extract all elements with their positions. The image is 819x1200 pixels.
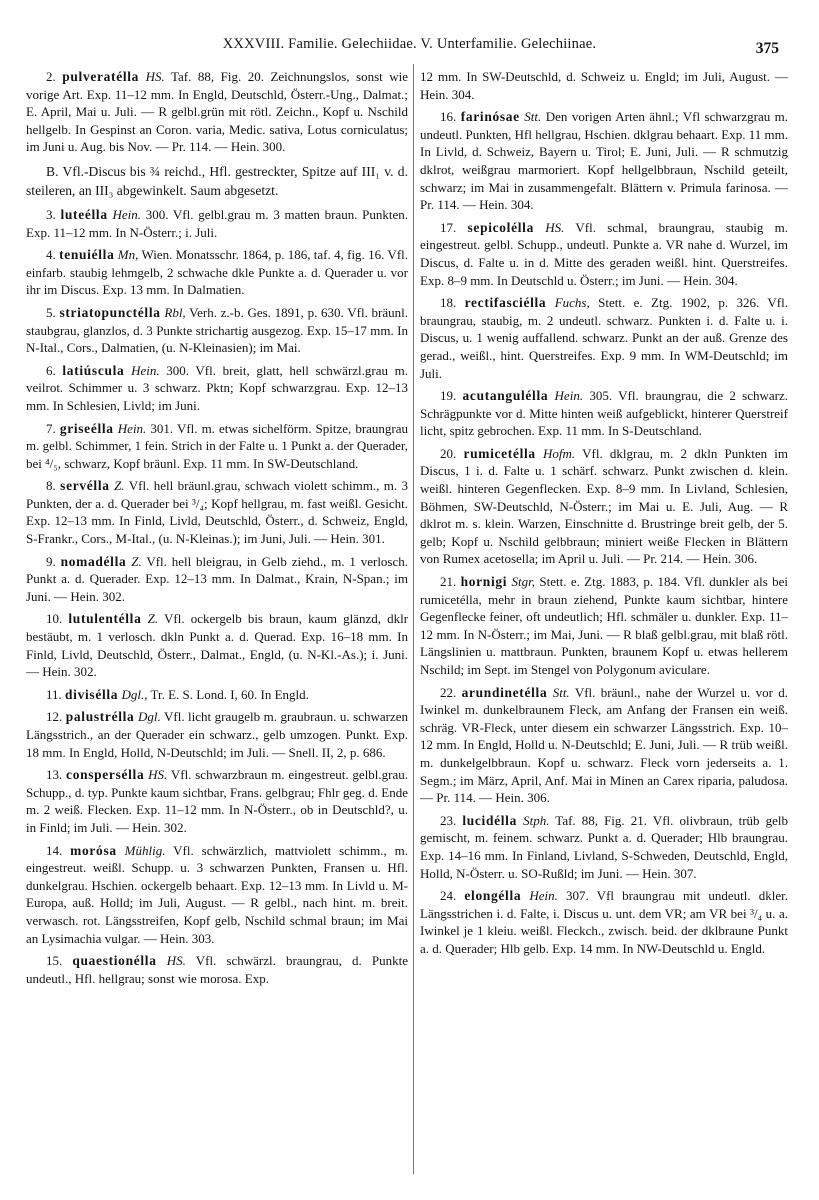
species-entry	[26, 246, 408, 299]
species-entry	[26, 952, 408, 987]
species-entry	[26, 553, 408, 606]
entry-number: 4.	[46, 247, 56, 263]
species-name: arundinetélla	[461, 684, 548, 700]
species-author: Dgl.,	[121, 686, 148, 702]
species-name: quaestionélla	[72, 953, 157, 969]
species-entry	[26, 206, 408, 241]
entry-number: 11.	[46, 686, 62, 702]
entry-text: 300. Vfl. gelbl.grau m. 3 matten braun. Punkten. Exp. 11–12 mm. In N-Österr.; i. Juli.	[26, 206, 408, 240]
species-author: HS.	[166, 953, 186, 969]
section-text: B. Vfl.-Discus bis ¾ reichd., Hfl. gestreckter, Spitze auf III₁ v. d. steileren, an III₃ abgewinkelt. Saum abgesetzt.	[26, 163, 408, 198]
entry-text: 301. Vfl. m. etwas sichelförm. Spitze, braungrau m. gelbl. Schimmer, 1 fein. Strich in der Falte u. 1 Punkt a. der Querader, bei ⁴/₅, schwarz, Kopf bräunl. Exp. 11 mm. In SW-Deutschland.	[26, 420, 408, 471]
entry-text: Vfl. schmal, braungrau, staubig m. eingestreut. gelbl. Schupp., undeutl. Punkte a. VR nahe d. Wurzel, im Discus, d. Falte u. in d. Mitte des geraden weißl. hint. Querstreifes. Exp. 8–9 mm. In Deutschld u. Österr.; im Juni. — Hein. 304.	[420, 219, 788, 288]
species-author: HS.	[145, 69, 165, 84]
species-author: HS.	[545, 219, 565, 235]
species-name: servélla	[60, 478, 110, 494]
species-author: Stt.	[524, 109, 542, 125]
species-name: hornigi	[460, 574, 508, 590]
species-entry	[420, 573, 788, 679]
entry-number: 14.	[46, 842, 63, 858]
species-author: Hein.	[554, 388, 584, 404]
species-author: HS.	[148, 767, 168, 783]
species-entry	[420, 445, 788, 568]
entry-number: 17.	[440, 219, 457, 235]
species-entry	[420, 887, 788, 957]
species-entry	[26, 477, 408, 547]
species-author: Hein.	[117, 420, 147, 436]
section-heading	[26, 162, 408, 200]
entry-number: 10.	[46, 611, 63, 627]
species-name: rectifasciélla	[464, 295, 547, 311]
entry-text: Taf. 88, Fig. 21. Vfl. olivbraun, trüb gelb gemischt, m. feinem. schwarz. Punkt a. d. Querader; Hlb braungrau. Exp. 14–16 mm. In Finland, Livland, S-Schweden, Deutschld, Engld, Holld, N-Österr. u. SO-Rußld; im Juni. — Hein. 307.	[420, 812, 788, 881]
species-name: lutulentélla	[68, 611, 142, 627]
species-entry	[26, 420, 408, 473]
species-author: Hein.	[112, 206, 141, 222]
species-author: Z.	[147, 611, 159, 627]
species-name: lucidélla	[462, 812, 517, 828]
species-author: Stph.	[523, 812, 550, 828]
species-entry	[26, 362, 408, 415]
entry-number: 15.	[46, 953, 63, 969]
entry-number: 9.	[46, 553, 56, 569]
entry-number: 20.	[440, 445, 457, 461]
entry-number: 6.	[46, 362, 56, 378]
species-author: Fuchs,	[554, 295, 590, 311]
species-author: Mühlig.	[124, 842, 166, 858]
entry-text: 307. Vfl braungrau mit undeutl. dkler. Längsstrichen i. d. Falte, i. Discus u. unt. dem VR; am VR bei ³/₄ u. a. Iwinkel je 1 kleiu. weißl. Fleckch., zwisch. beid. der dklbraune Punkt a. d. Querader; Hlb gelb. Exp. 14 mm. In NW-Deutschld u. Engld.	[420, 888, 788, 956]
species-name: latiúscula	[62, 362, 125, 378]
species-name: nomadélla	[60, 553, 127, 569]
entry-text: Tr. E. S. Lond. I, 60. In Engld.	[150, 686, 309, 702]
entry-number: 7.	[46, 420, 56, 436]
species-author: Stt.	[552, 684, 570, 700]
page-header	[0, 34, 819, 60]
entry-text: Vfl. schwärzlich, mattviolett schimm., m. eingestreut. weißl. Schupp. u. 3 schwarzen Punkten, Fransen u. Hfl. dunkelgrau. Hschien. ockergelb behaart. Exp. 12–13 mm. In Livld u. M-Europa, auß. Holld; im Juli, August. — R gelbl., nach hint. m. breit. verwasch. rot. Längsstreifen, Kopf gelb, Nschild schmal braun; im Mai an Lysimachia vulgar. — Hein. 303.	[26, 842, 408, 946]
entry-text: Taf. 88, Fig. 20. Zeichnungslos, sonst wie vorige Art. Exp. 11–12 mm. In Engld, Deutschld, Österr.-Ung., Dalmat.; E. April, Mai u. Juli. — R gelbl.grün mit rötl. Zeichn., Kopf u. Nschild hellgelb. In Gespinst an Coron. varia, Medic. sativa, Lotus corniculatus; im Juni u. Aug. bis Nov. — Pr. 114. — Hein. 300.	[26, 69, 408, 155]
species-entry	[420, 812, 788, 882]
species-author: Dgl.	[137, 709, 161, 725]
entry-text: Vfl. hell bräunl.grau, schwach violett schimm., m. 3 Punkten, der a. d. Querader bei ³/₄; Kopf hellgrau, m. fast weißl. Gesicht. Exp. 12–13 mm. In Finld, Livld, Deutschld, Österr., d. Schweiz, Engld, S-Frankr., Cors., M-Ital., (u. N-Kleinas.); im Juni, Juli. — Hein. 301.	[26, 478, 408, 547]
species-author: Z.	[131, 553, 142, 569]
entry-continuation	[420, 68, 788, 103]
entry-text: Vfl. schwarzbraun m. eingestreut. gelbl.grau. Schupp., d. typ. Punkte kaum sichtbar, Frans. gelbgrau; Fhlr geg. d. Ende m. 2 weiß. Flecken. Exp. 11–12 mm. In N-Österr., ob in Deutschld?, u. in Finld; im Juli. — Hein. 302.	[26, 767, 408, 835]
species-name: tenuiélla	[59, 247, 115, 263]
entry-text: Den vorigen Arten ähnl.; Vfl schwarzgrau m. undeutl. Punkten, Hfl hellgrau, Hschien. dklgrau behaart. Exp. 11 mm. In Livld, d. Schweiz, Bayern u. Tirol; E. Juni, Juli. — R schmutzig dklrot, weißgrau marmoriert. Kopf hellgelbbraun, Nschild geteilt, schwarz; im Mai in zusammengefalt. Blättern v. Primula farinosa. — Pr. 114. — Hein. 304.	[420, 109, 788, 213]
species-entry	[420, 219, 788, 289]
entry-number: 5.	[46, 304, 56, 320]
entry-number: 12.	[46, 709, 63, 725]
species-author: Mn,	[117, 247, 139, 263]
species-name: consperséllа	[66, 767, 145, 783]
species-name: pulveratélla	[62, 69, 140, 84]
entry-text: Wien. Monatsschr. 1864, p. 186, taf. 4, fig. 16. Vfl. einfarb. staubig lehmgelb, 2 schwache dkle Punkte a. d. Querader u. vor ihr im Discus. Exp. 13 mm. In Dalmatien.	[26, 247, 408, 298]
species-name: lutеélla	[60, 206, 108, 222]
entry-number: 3.	[46, 206, 56, 222]
left-column	[26, 68, 408, 1178]
species-entry	[26, 766, 408, 836]
species-author: Hein.	[131, 362, 160, 378]
species-entry	[26, 304, 408, 357]
species-author: Rbl,	[164, 304, 186, 320]
entry-number: 19.	[440, 388, 457, 404]
entry-text: Vfl. licht graugelb m. graubraun. u. schwarzen Längsstrich., an der Querader ein schwarz., gelb umzogen. Punkt. Exp. 18 mm. In Engld, Holld, N-Deutschld; im Juli. — Snell. II, 2, p. 686.	[26, 709, 408, 760]
species-entry	[26, 68, 408, 156]
entry-number: 18.	[440, 295, 457, 311]
column-divider	[413, 64, 414, 1174]
entry-number: 21.	[440, 574, 457, 590]
entry-text: Vfl. bräunl., nahe der Wurzel u. vor d. Iwinkel m. dunkelbraunem Fleck, am Anfang der Fransen ein weiß. schräg. VR-Fleck, unter diesem ein schwarzer Längsstrich. Exp. 10–12 mm. In Engld, Holld u. N-Deutschld; E. Juni, Juli. — R trüb weißl. m. dunkelgelbbraun. Kopf u. schwarz. Fleck vorn jederseits a. 1. Segm.; im März, April, Anf. Mai in Minen an Carex riparia, paludosa. — Pr. 114. — Hein. 306.	[420, 684, 788, 806]
species-entry	[420, 387, 788, 440]
entry-number: 13.	[46, 767, 63, 783]
species-name: striatopunctélla	[59, 304, 161, 320]
species-name: morósa	[70, 842, 117, 858]
species-name: diviséllа	[65, 686, 119, 702]
entry-text: Verh. z.-b. Ges. 1891, p. 630. Vfl. bräunl. staubgrau, glanzlos, d. 3 Punkte strichartig ausgezog. Exp. 15–17 mm. In N-Ital., Cors., Dalmatien, (u. N-Kleinasien); im Mai.	[26, 304, 408, 356]
species-name: farinósae	[460, 109, 520, 125]
entry-number: 8.	[46, 478, 56, 494]
entry-text: Stett. e. Ztg. 1883, p. 184. Vfl. dunkler als bei rumicetélla, mehr in braun ziehend, Punkte kaum sichtbar, hintere Gegenflecke feiner, oft undeutlich; Hfl. schmäler u. dunkler. Exp. 11–12 mm. In N-Österr.; im Mai, Juni. — R blaß gelbl.grau, mit blaß rötl. Längslinien u. mattbraun. Punkten, braunem Kopf u. etwas hellerem Nschild; im Sept. im Stengel von Polygonum aviculare.	[420, 574, 788, 677]
species-entry	[26, 842, 408, 948]
species-name: griseélla	[59, 420, 114, 436]
species-author: Hofm.	[543, 445, 576, 461]
species-entry	[420, 294, 788, 382]
species-entry	[420, 108, 788, 214]
entry-text: 305. Vfl. braungrau, die 2 schwarz. Schrägpunkte vor d. Mitte hinten weiß aufgeblickt, hinterer Querstreif licht, spitz gebrochen. Exp. 11 mm. In S-Deutschland.	[420, 388, 788, 439]
species-name: acutangulélla	[462, 388, 549, 404]
entry-text: Vfl. dklgrau, m. 2 dkln Punkten im Discus, 1 i. d. Falte u. 1 schärf. schwarz. Punkt zwischen d. klein. weißl. hinteren Gegenflecken. Exp. 8–9 mm. In Livland, Schlesien, Böhmen, SW-Deutschld, N-Österr.; im Mai u. E. Juli, Aug. — R dklrot m. s. klein. Warzen, Einschnitte d. Brustringe breit gelb, der 5. gelb; Kopf u. Nschild gelbbraun; miniert weiße Flecken in Blättern von Rumex acetosella; im April u. Juli. — Pr. 214. — Hein. 306.	[420, 445, 788, 567]
entry-number: 23.	[440, 812, 457, 828]
species-author: Stgr,	[511, 574, 536, 590]
species-entry	[26, 610, 408, 680]
entry-text: Stett. e. Ztg. 1902, p. 326. Vfl. braungrau, staubig, m. 2 undeutl. schwarz. Punkten i. d. Falte u. i. Discus, u. 1 wenig auffallend. schwarz. Punkt an der auß. Grenze des gerad., weißl., hint. Querstreifes. Exp. 9 mm. In WM-Deutschld; im Juli.	[420, 295, 788, 381]
running-title: XXXVIII. Familie. Gelechiidae. V. Unterfamilie. Gelechiinae.	[222, 36, 597, 52]
page-number: 375	[755, 40, 779, 57]
entry-text: Vfl. schwärzl. braungrau, d. Punkte undeutl., Hfl. hellgrau; sonst wie morosa. Exp.	[26, 953, 408, 986]
species-entry	[420, 684, 788, 807]
right-column	[420, 68, 788, 1178]
species-name: palustrélla	[65, 709, 135, 725]
entry-number: 24.	[440, 888, 457, 904]
species-entry	[26, 708, 408, 761]
species-name: sepicolélla	[467, 219, 534, 235]
entry-number: 16.	[440, 109, 457, 125]
species-entry	[26, 686, 408, 704]
species-name: rumicetélla	[463, 445, 536, 461]
entry-number: 22.	[440, 684, 457, 700]
entry-text: Vfl. hell bleigrau, in Gelb ziehd., m. 1 verlosch. Punkt a. d. Querader. Exp. 12–13 mm. In Dalmat., Krain, N-Span.; im Juni. — Hein. 302.	[26, 553, 408, 604]
species-author: Z.	[114, 478, 125, 494]
species-name: elongélla	[464, 888, 522, 904]
entry-number: 2.	[46, 69, 56, 84]
species-author: Hein.	[529, 888, 558, 904]
entry-text: Vfl. ockergelb bis braun, kaum glänzd, dklr bestäubt, m. 1 verlosch. dkln Punkt a. d. Querad. Exp. 16–18 mm. In Finld, Livld, Deutschld, Österr., Dalmat., Engld, (u. N-Kl.-As.); i. Juni. — Hein. 302.	[26, 611, 408, 680]
entry-text: 300. Vfl. breit, glatt, hell schwärzl.grau m. veilrot. Schimmer u. 3 schwarz. Pktn; Kopf schwarzgrau. Exp. 12–13 mm. In Schlesien, Livld; im Juni.	[26, 362, 408, 413]
entry-text: 12 mm. In SW-Deutschld, d. Schweiz u. Engld; im Juli, August. — Hein. 304.	[420, 69, 788, 102]
